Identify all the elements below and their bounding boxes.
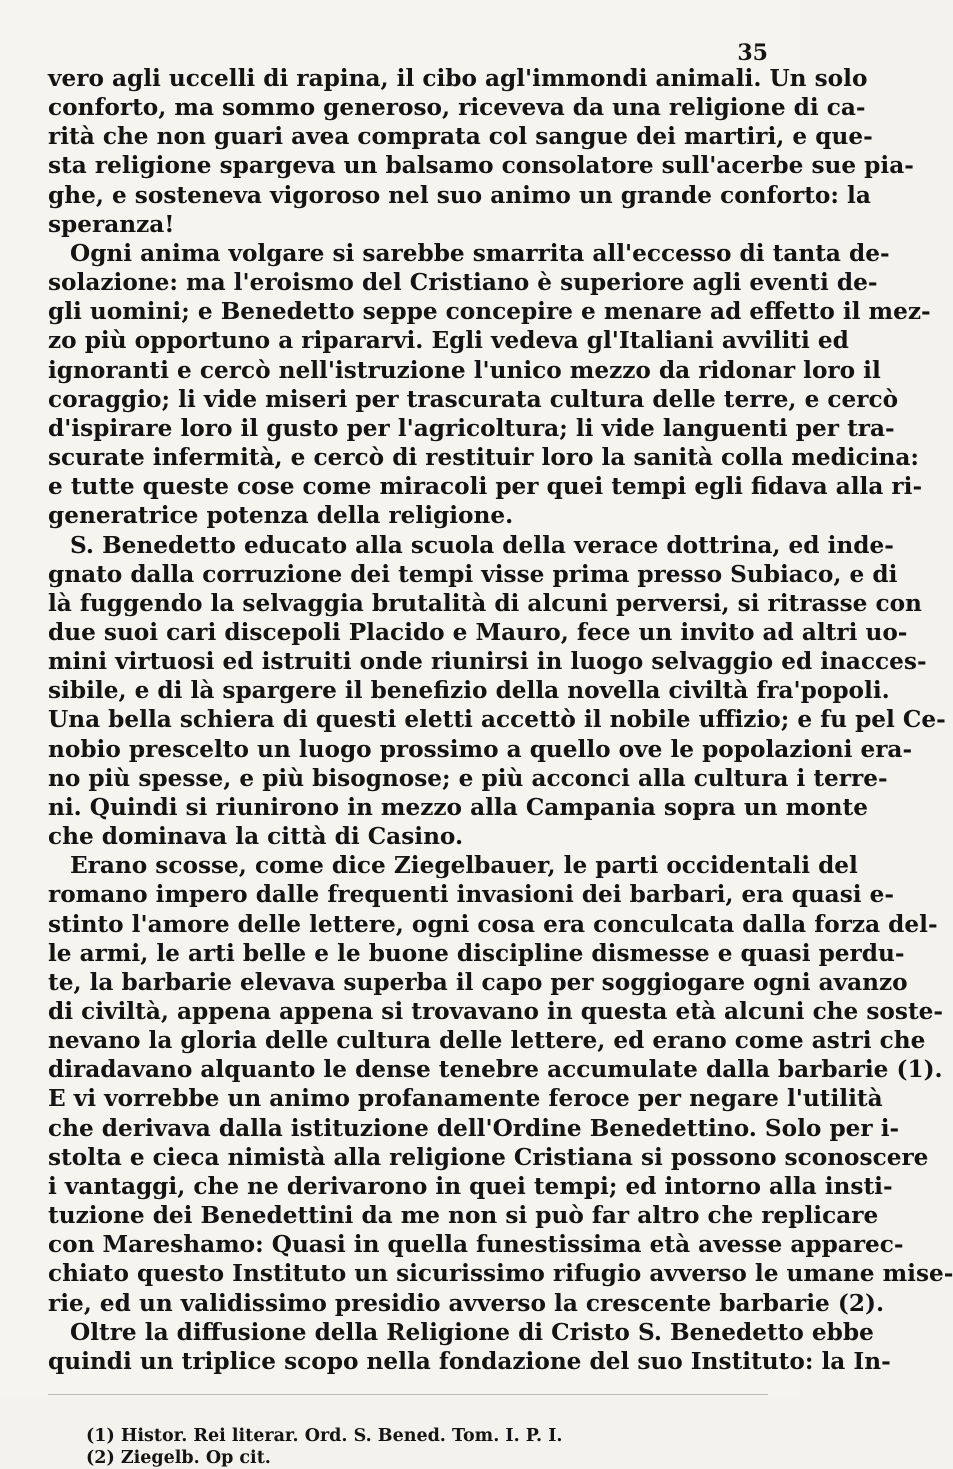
text-line: due suoi cari discepoli Placido e Mauro, fece un invito ad altri uo- (48, 618, 908, 646)
text-line: le armi, le arti belle e le buone discipline dismesse e quasi perdu- (48, 939, 905, 967)
footnote-divider (48, 1394, 768, 1395)
text-line: vero agli uccelli di rapina, il cibo agl'immondi animali. Un solo (48, 65, 868, 92)
text-line: scurate infermità, e cercò di restituir loro la sanità colla medicina: (48, 444, 919, 472)
text-line: conforto, ma sommo generoso, riceveva da una religione di ca- (48, 94, 866, 122)
footnote: (1) Histor. Rei literar. Ord. S. Bened. Tom. I. P. I. (86, 1426, 563, 1447)
text-line: quindi un triplice scopo nella fondazione del suo Instituto: la In- (48, 1347, 891, 1375)
text-line: là fuggendo la selvaggia brutalità di alcuni perversi, si ritrasse con (48, 589, 922, 617)
text-line: mini virtuosi ed istruiti onde riunirsi in luogo selvaggio ed inacces- (48, 648, 927, 676)
text-line: nobio prescelto un luogo prossimo a quello ove le popolazioni era- (48, 735, 913, 763)
text-line: ni. Quindi si riunirono in mezzo alla Campania sopra un monte (48, 793, 869, 821)
text-line: ghe, e sosteneva vigoroso nel suo animo un grande conforto: la (48, 181, 871, 209)
text-line: no più spesse, e più bisognose; e più acconci alla cultura i terre- (48, 764, 888, 792)
text-line: rie, ed un validissimo presidio avverso la crescente barbarie (2). (48, 1289, 885, 1317)
text-line: Oltre la diffusione della Religione di Cristo S. Benedetto ebbe (70, 1318, 874, 1346)
text-line: che dominava la città di Casino. (48, 823, 464, 851)
text-line: solazione: ma l'eroismo del Cristiano è superiore agli eventi de- (48, 269, 878, 297)
text-line: sibile, e di là spargere il benefizio della novella civiltà fra'popoli. (48, 677, 890, 705)
text-line: gli uomini; e Benedetto seppe concepire e menare ad effetto il mez- (48, 298, 931, 326)
text-line: Ogni anima volgare si sarebbe smarrita all'eccesso di tanta de- (70, 239, 890, 267)
text-line: rità che non guari avea comprata col sangue dei martiri, e que- (48, 123, 873, 151)
text-line: te, la barbarie elevava superba il capo per soggiogare ogni avanzo (48, 968, 908, 996)
text-line: stinto l'amore delle lettere, ogni cosa era conculcata dalla forza del- (48, 910, 938, 938)
text-line: S. Benedetto educato alla scuola della verace dottrina, ed inde- (70, 531, 894, 559)
text-line: gnato dalla corruzione dei tempi visse prima presso Subiaco, e di (48, 560, 898, 588)
text-line: coraggio; li vide miseri per trascurata cultura delle terre, e cercò (48, 385, 899, 413)
text-line: tuzione dei Benedettini da me non si può far altro che replicare (48, 1202, 879, 1230)
text-line: generatrice potenza della religione. (48, 502, 514, 530)
text-line: che derivava dalla istituzione dell'Ordine Benedettino. Solo per i- (48, 1114, 900, 1142)
text-line: con Mareshamo: Quasi in quella funestissima età avesse apparec- (48, 1231, 904, 1259)
text-line: romano impero dalle frequenti invasioni dei barbari, era quasi e- (48, 881, 895, 909)
text-line: i vantaggi, che ne derivarono in quei tempi; ed intorno alla insti- (48, 1172, 893, 1200)
text-line: speranza! (48, 210, 175, 238)
footnotes (48, 1425, 770, 1469)
text-line: stolta e cieca nimistà alla religione Cristiana si possono sconoscere (48, 1143, 929, 1171)
text-line: nevano la gloria delle cultura delle lettere, ed erano come astri che (48, 1027, 926, 1055)
text-line: sta religione spargeva un balsamo consolatore sull'acerbe sue pia- (48, 152, 914, 180)
text-line: E vi vorrebbe un animo profanamente feroce per negare l'utilità (48, 1085, 883, 1113)
text-line: d'ispirare loro il gusto per l'agricoltura; li vide languenti per tra- (48, 414, 895, 442)
text-line: chiato questo Instituto un sicurissimo rifugio avverso le umane mise- (48, 1260, 953, 1288)
text-line: Erano scosse, come dice Ziegelbauer, le parti occidentali del (70, 852, 858, 880)
text-line: Una bella schiera di questi eletti accettò il nobile uffizio; e fu pel Ce- (48, 706, 946, 734)
text-line: e tutte queste cose come miracoli per quei tempi egli fidava alla ri- (48, 473, 923, 501)
text-line: di civiltà, appena appena si trovavano in questa età alcuni che soste- (48, 998, 944, 1025)
page-number: 35 (737, 40, 768, 66)
footnote: (2) Ziegelb. Op cit. (86, 1448, 271, 1469)
text-line: ignoranti e cercò nell'istruzione l'unico mezzo da ridonar loro il (48, 356, 881, 384)
body-text (48, 64, 953, 1376)
text-line: diradavano alquanto le dense tenebre accumulate dalla barbarie (1). (48, 1056, 943, 1084)
text-line: zo più opportuno a ripararvi. Egli vedeva gl'Italiani avviliti ed (48, 327, 849, 355)
